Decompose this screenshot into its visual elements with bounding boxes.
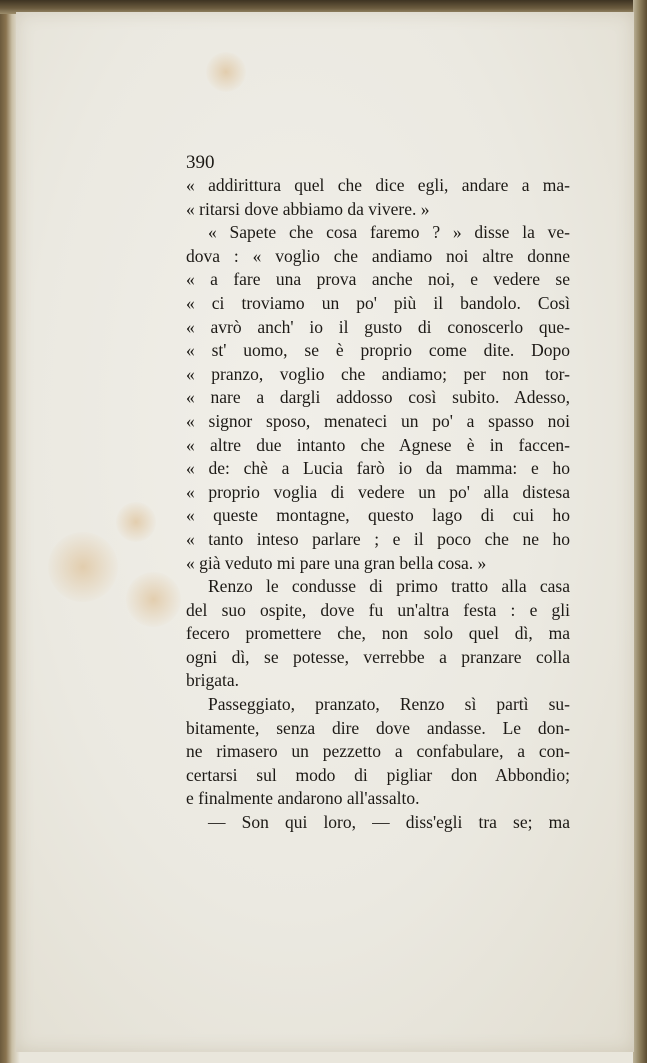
text-line: certarsi sul modo di pigliar don Abbondio;	[186, 764, 570, 785]
text-line: « Sapete che cosa faremo ? » disse la ve-	[208, 222, 570, 243]
foxing-stain	[48, 532, 118, 602]
text-line: del suo ospite, dove fu un'altra festa : e gli	[186, 599, 570, 620]
text-line: « già veduto mi pare una gran bella cosa. »	[186, 552, 487, 573]
text-line: ne rimasero un pezzetto a confabulare, a con-	[186, 741, 570, 762]
page-text-block	[186, 150, 570, 835]
text-line: « tanto inteso parlare ; e il poco che ne ho	[186, 528, 570, 549]
foxing-stain	[206, 52, 246, 92]
text-line: e finalmente andarono all'assalto.	[186, 788, 420, 809]
text-line: ogni dì, se potesse, verrebbe a pranzare colla	[186, 646, 570, 667]
text-line: « pranzo, voglio che andiamo; per non tor-	[186, 363, 570, 384]
text-line: « avrò anch' io il gusto di conoscerlo que-	[186, 316, 570, 337]
book-right-edge	[633, 0, 647, 1063]
text-line: « nare a dargli addosso così subito. Adesso,	[186, 387, 570, 408]
text-line: dova : « voglio che andiamo noi altre donne	[186, 245, 570, 266]
text-line: « addirittura quel che dice egli, andare a ma-	[186, 175, 570, 195]
text-line: bitamente, senza dire dove andasse. Le don-	[186, 717, 570, 738]
text-line: « queste montagne, questo lago di cui ho	[186, 505, 570, 526]
text-line: Renzo le condusse di primo tratto alla casa	[208, 576, 570, 597]
text-line: « ci troviamo un po' più il bandolo. Così	[186, 292, 570, 313]
text-line: « st' uomo, se è proprio come dite. Dopo	[186, 340, 570, 361]
text-line: « altre due intanto che Agnese è in faccen-	[186, 434, 570, 455]
text-line: « a fare una prova anche noi, e vedere se	[186, 269, 570, 290]
text-line: brigata.	[186, 670, 239, 691]
text-line: « de: chè a Lucia farò io da mamma: e ho	[186, 458, 570, 479]
text-line: fecero promettere che, non solo quel dì, ma	[186, 623, 570, 644]
text-line: Passeggiato, pranzato, Renzo sì partì su-	[208, 694, 570, 715]
text-line: « signor sposo, menateci un po' a spasso noi	[186, 410, 570, 431]
foxing-stain	[126, 572, 181, 627]
foxing-stain	[116, 502, 156, 542]
text-line: « ritarsi dove abbiamo da vivere. »	[186, 198, 430, 219]
page-number: 390	[186, 152, 215, 173]
text-line: « proprio voglia di vedere un po' alla distesa	[186, 481, 570, 502]
text-line: — Son qui loro, — diss'egli tra se; ma	[208, 812, 570, 833]
